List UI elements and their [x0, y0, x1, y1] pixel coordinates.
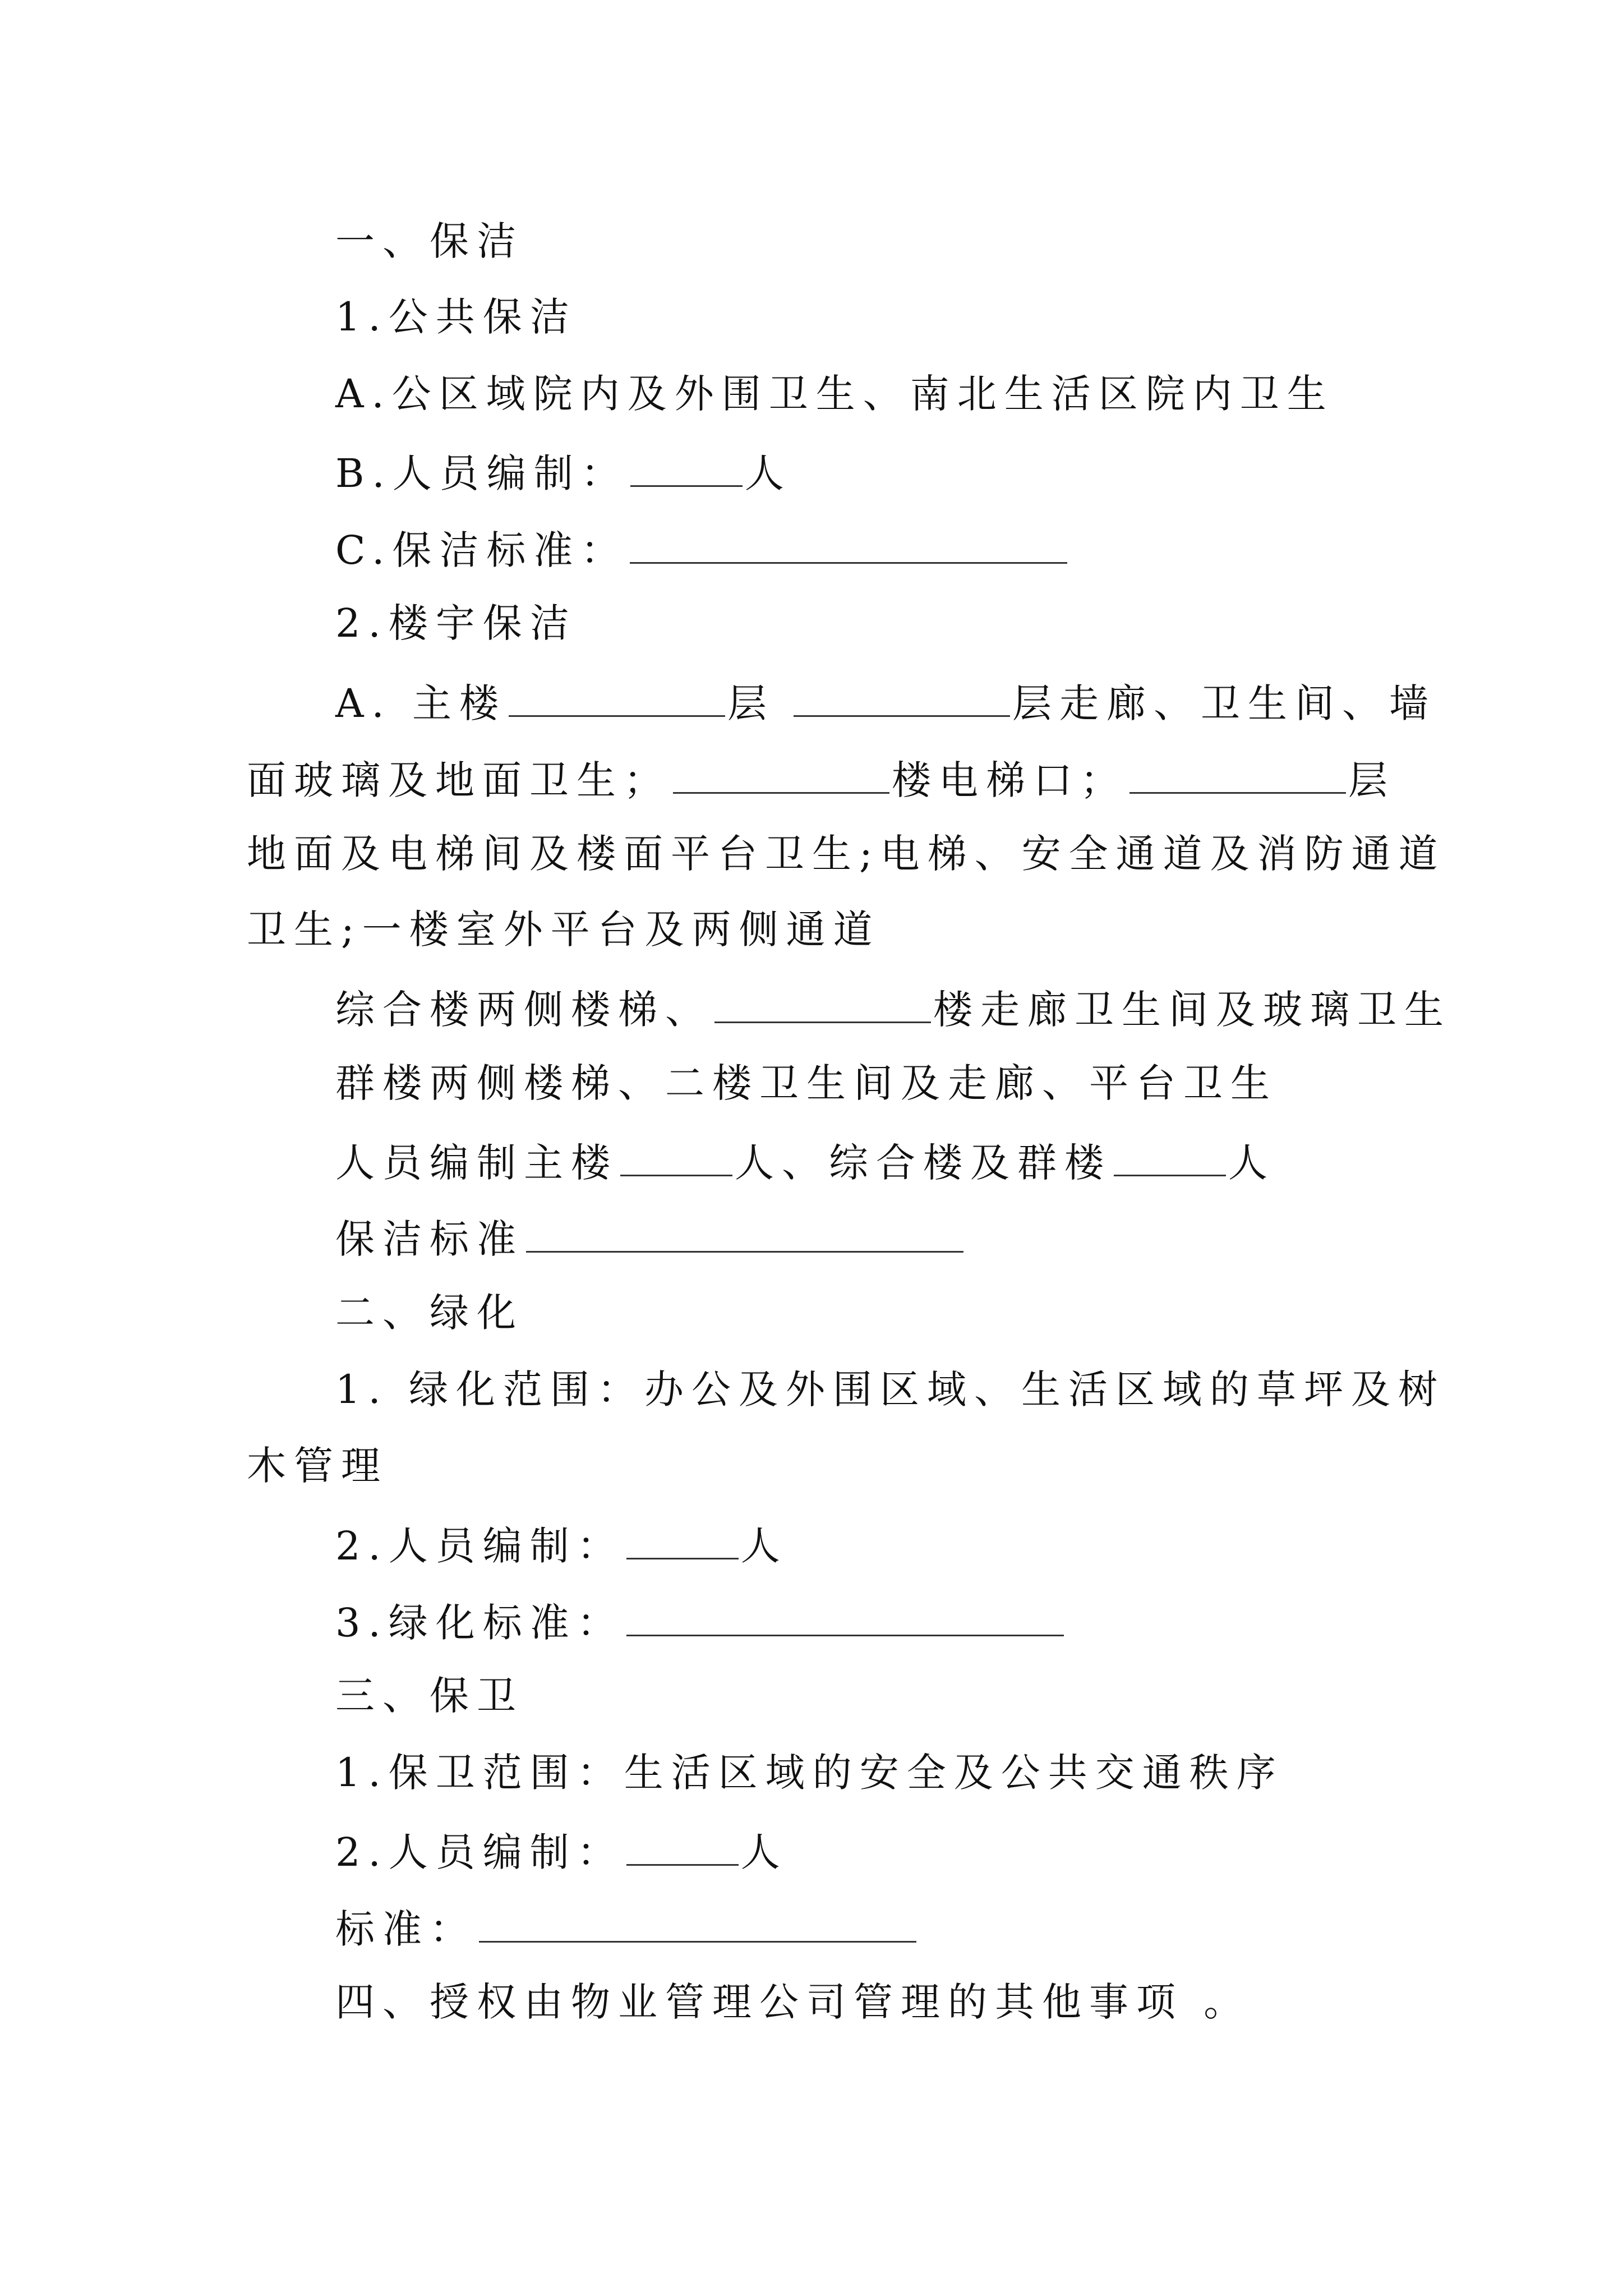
- security-scope: 1.保卫范围：生活区域的安全及公共交通秩序: [335, 1750, 1284, 1796]
- subsection-public-cleaning: 1.公共保洁: [335, 294, 577, 340]
- building-cleaning-line-2: 面玻璃及地面卫生； 楼电梯口； 层: [247, 757, 1395, 803]
- building-cleaning-line-3: 地面及电梯间及楼面平台卫生;电梯、安全通道及消防通道: [247, 831, 1446, 877]
- blank-field: [794, 680, 1010, 717]
- section-1-heading: 一、保洁: [335, 218, 524, 264]
- greening-scope-line-2: 木管理: [247, 1443, 388, 1489]
- subsection-building-cleaning: 2.楼宇保洁: [335, 600, 577, 646]
- building-cleaning-line-1: A. 主楼 层 层走廊、卫生间、墙: [335, 680, 1437, 726]
- building-cleaning-staffing: 人员编制主楼 人、综合楼及群楼 人: [335, 1140, 1275, 1186]
- building-cleaning-standard: 保洁标准: [335, 1216, 966, 1259]
- building-cleaning-line-4: 卫生;一楼室外平台及两侧通道: [247, 907, 880, 953]
- blank-field: [1114, 1140, 1226, 1176]
- blank-field: [620, 1140, 732, 1176]
- complex-building-cleaning: 综合楼两侧楼梯、 楼走廊卫生间及玻璃卫生: [335, 987, 1451, 1033]
- greening-scope-line-1: 1. 绿化范围：办公及外围区域、生活区域的草坪及树: [335, 1366, 1446, 1412]
- blank-field: [1129, 757, 1346, 794]
- security-standard: 标准：: [335, 1906, 919, 1949]
- public-cleaning-standard: C.保洁标准：: [335, 527, 1069, 570]
- blank-field: [714, 987, 931, 1023]
- blank-field: [673, 757, 889, 794]
- blank-field: [626, 1600, 1064, 1636]
- blank-field: [626, 1829, 739, 1866]
- security-staffing: 2.人员编制： 人: [335, 1829, 788, 1875]
- podium-building-cleaning: 群楼两侧楼梯、二楼卫生间及走廊、平台卫生: [335, 1060, 1278, 1106]
- greening-staffing: 2.人员编制： 人: [335, 1523, 788, 1569]
- blank-field: [626, 1523, 739, 1559]
- section-4-heading: 四、授权由物业管理公司管理的其他事项 。: [335, 1979, 1251, 2025]
- blank-field: [630, 450, 743, 487]
- blank-field: [479, 1906, 916, 1943]
- public-cleaning-scope: A.公区域院内及外围卫生、南北生活区院内卫生: [335, 371, 1334, 417]
- greening-standard: 3.绿化标准：: [335, 1600, 1066, 1642]
- section-2-heading: 二、绿化: [335, 1290, 524, 1336]
- blank-field: [526, 1216, 963, 1253]
- public-cleaning-staffing: B.人员编制： 人: [335, 450, 792, 496]
- blank-field: [509, 680, 725, 717]
- blank-field: [630, 527, 1067, 564]
- section-3-heading: 三、保卫: [335, 1673, 524, 1719]
